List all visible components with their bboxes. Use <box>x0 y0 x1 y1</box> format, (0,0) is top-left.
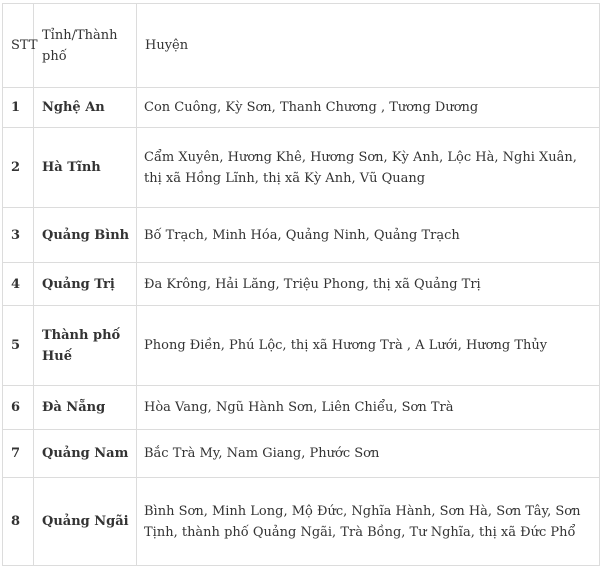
row-province: Thành phố Huế <box>34 306 137 386</box>
row-stt: 6 <box>3 386 34 430</box>
table-row <box>3 306 600 386</box>
row-stt: 3 <box>3 208 34 263</box>
row-stt: 2 <box>3 128 34 208</box>
header-stt: STT <box>3 4 34 88</box>
row-province: Quảng Nam <box>34 430 137 478</box>
row-districts: Đa Krông, Hải Lăng, Triệu Phong, thị xã Quảng Trị <box>137 263 600 306</box>
row-province: Đà Nẵng <box>34 386 137 430</box>
row-districts: Bình Sơn, Minh Long, Mộ Đức, Nghĩa Hành, Sơn Hà, Sơn Tây, Sơn Tịnh, thành phố Quảng Ngãi, Trà Bồng, Tư Nghĩa, thị xã Đức Phổ <box>137 478 600 566</box>
row-districts: Bố Trạch, Minh Hóa, Quảng Ninh, Quảng Trạch <box>137 208 600 263</box>
table-row <box>3 208 600 263</box>
table-header-row <box>3 4 600 88</box>
table-row <box>3 263 600 306</box>
row-province: Hà Tĩnh <box>34 128 137 208</box>
table-row <box>3 88 600 128</box>
row-province: Quảng Trị <box>34 263 137 306</box>
row-districts: Hòa Vang, Ngũ Hành Sơn, Liên Chiểu, Sơn Trà <box>137 386 600 430</box>
row-districts: Bắc Trà My, Nam Giang, Phước Sơn <box>137 430 600 478</box>
row-districts: Phong Điền, Phú Lộc, thị xã Hương Trà , A Lưới, Hương Thủy <box>137 306 600 386</box>
row-stt: 1 <box>3 88 34 128</box>
row-districts: Cẩm Xuyên, Hương Khê, Hương Sơn, Kỳ Anh, Lộc Hà, Nghi Xuân, thị xã Hồng Lĩnh, thị xã Kỳ Anh, Vũ Quang <box>137 128 600 208</box>
district-table-container <box>2 3 600 566</box>
row-stt: 7 <box>3 430 34 478</box>
header-province: Tỉnh/Thành phố <box>34 4 137 88</box>
table-row <box>3 430 600 478</box>
row-stt: 4 <box>3 263 34 306</box>
row-province: Quảng Bình <box>34 208 137 263</box>
row-province: Nghệ An <box>34 88 137 128</box>
row-districts: Con Cuông, Kỳ Sơn, Thanh Chương , Tương Dương <box>137 88 600 128</box>
row-stt: 5 <box>3 306 34 386</box>
table-row <box>3 478 600 566</box>
row-stt: 8 <box>3 478 34 566</box>
row-province: Quảng Ngãi <box>34 478 137 566</box>
table-row <box>3 386 600 430</box>
district-table <box>2 3 600 566</box>
table-row <box>3 128 600 208</box>
header-district: Huyện <box>137 4 600 88</box>
